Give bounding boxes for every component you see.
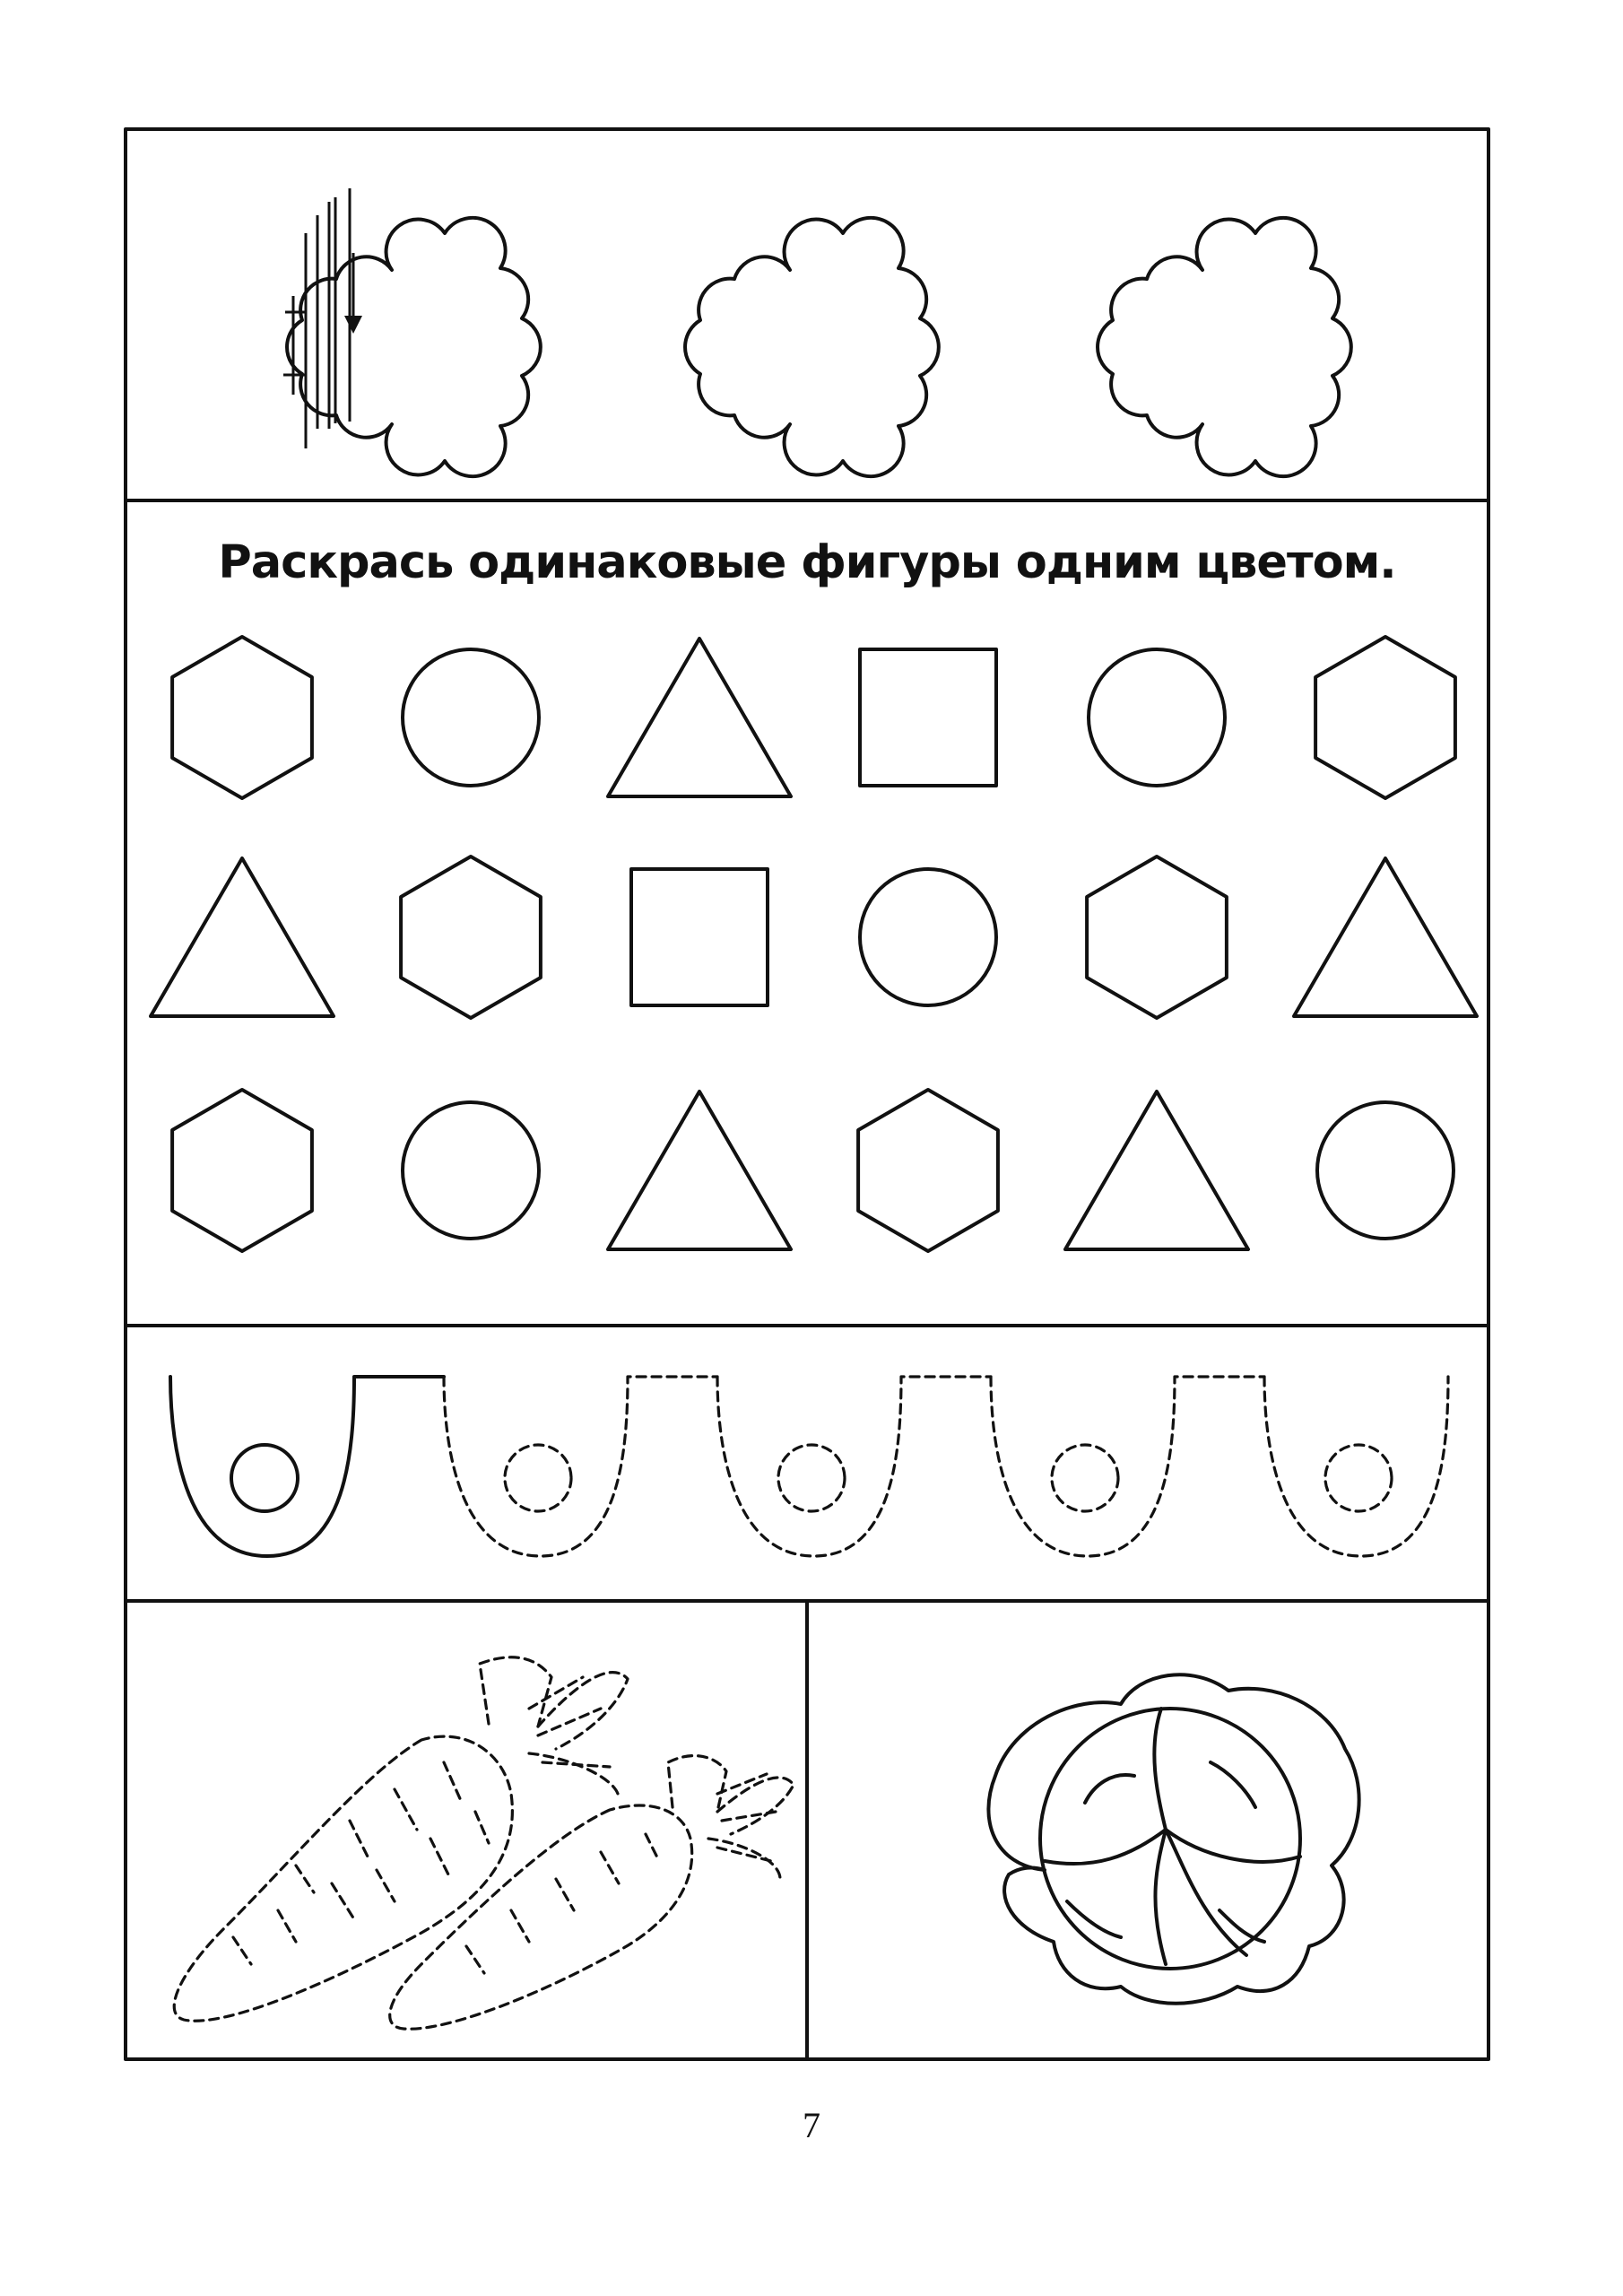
triangle-shape-icon[interactable]	[608, 639, 791, 796]
flower-shape-icon[interactable]	[283, 188, 541, 476]
dashed-arch-icon	[444, 1377, 717, 1556]
carrot-icon	[174, 1657, 628, 2021]
triangle-shape-icon[interactable]	[608, 1091, 791, 1249]
circle-shape-icon[interactable]	[1317, 1102, 1454, 1239]
hexagon-shape-icon[interactable]	[172, 1090, 312, 1251]
triangle-shape-icon[interactable]	[1294, 858, 1477, 1016]
triangle-shape-icon[interactable]	[151, 858, 334, 1016]
carrots-drawing[interactable]	[174, 1657, 794, 2029]
tracing-section	[170, 1377, 1448, 1556]
dashed-circle-icon	[1052, 1445, 1118, 1511]
cabbage-drawing[interactable]	[988, 1674, 1358, 2004]
circle-shape-icon[interactable]	[403, 649, 539, 786]
arrow-head-icon	[344, 316, 362, 334]
flower-section	[283, 188, 1351, 476]
shapes-grid	[151, 637, 1477, 1251]
square-shape-icon[interactable]	[631, 869, 768, 1005]
flower-shape-icon[interactable]	[685, 218, 939, 476]
circle-shape-icon[interactable]	[860, 869, 996, 1005]
square-shape-icon[interactable]	[860, 649, 996, 786]
hexagon-shape-icon[interactable]	[858, 1090, 998, 1251]
circle-icon	[231, 1445, 298, 1511]
page-number: 7	[803, 2105, 820, 2145]
cabbage-icon	[988, 1674, 1358, 2004]
hexagon-shape-icon[interactable]	[172, 637, 312, 798]
hexagon-shape-icon[interactable]	[401, 857, 541, 1018]
instruction-text: Раскрась одинаковые фигуры одним цветом.	[218, 536, 1396, 589]
dashed-arch-icon	[717, 1377, 991, 1556]
circle-shape-icon[interactable]	[403, 1102, 539, 1239]
dashed-arch-icon	[1264, 1377, 1448, 1556]
dashed-circle-icon	[505, 1445, 571, 1511]
dashed-arch-icon	[991, 1377, 1264, 1556]
carrot-icon	[390, 1756, 794, 2030]
circle-shape-icon[interactable]	[1089, 649, 1225, 786]
hatching-example	[283, 188, 350, 448]
dashed-circle-icon	[1325, 1445, 1392, 1511]
solid-arch-icon	[170, 1377, 444, 1556]
flower-shape-icon[interactable]	[1098, 218, 1351, 476]
hexagon-shape-icon[interactable]	[1087, 857, 1227, 1018]
hexagon-shape-icon[interactable]	[1315, 637, 1455, 798]
triangle-shape-icon[interactable]	[1065, 1091, 1248, 1249]
dashed-circle-icon	[778, 1445, 845, 1511]
